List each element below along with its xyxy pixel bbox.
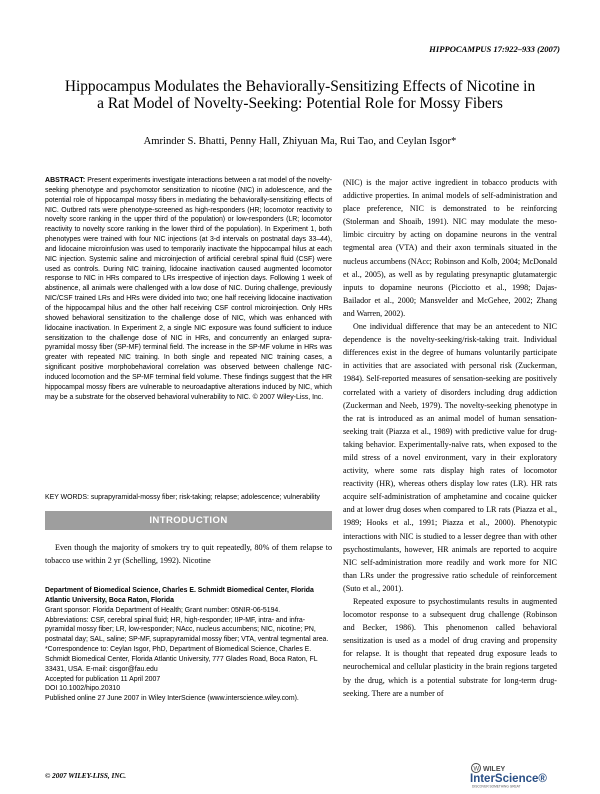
right-column-text	[343, 176, 557, 700]
introduction-opening	[45, 541, 332, 567]
abstract-label: ABSTRACT:	[45, 177, 86, 184]
keywords	[45, 493, 332, 503]
author-list: Amrinder S. Bhatti, Penny Hall, Zhiyuan Ma, Rui Tao, and Ceylan Isgor*	[143, 136, 457, 147]
paragraph-1: (NIC) is the major active ingredient in tobacco products with addictive properties. In animal models of self-administration and place preference, NIC is demonstrated to be reinforcing (Stolerman and Shoaib, 1991). NIC may modulate the meso-limbic circuitry by acting on dopamine neurons in the ventral tegmental area (VTA) and their axon terminals situated in the nucleus accumbens (NAcc; Robinson and Kolb, 2004; McDonald et al., 2005), as well as by regulating presynaptic glutamatergic inputs to dopamine neurons (Picciotto et al., 1998; Dajas-Bailador et al., 2000; Mansvelder and McGehee, 2002; Zhang and Warren, 2002).	[343, 178, 557, 318]
paragraph-2: One individual difference that may be an antecedent to NIC dependence is the novelty-seeking/risk-taking trait. Individual differences exist in the degree of humans voluntarily participate in activities that are associated with personal risk (Zuckerman, 1984). Self-reported measures of sensation-seeking are positively correlated with a variety of disorders including drug addiction (Zuckerman and Neeb, 1979). The novelty-seeking phenotype in the rat is introduced as an animal model of human sensation-seeking trait (Piazza et al., 1989) with predictive value for drug-taking behavior. Experimentally-naïve rats, when exposed to the mild stress of a novel environment, vary in their exploratory activity, where some rats display high rates of locomotor reactivity (HR), whereas others display low rates (LR). HR rats acquire self-administration of amphetamine and cocaine quicker and at lower drug doses when compared to LR rats (Piazza et al., 1989; Hooks et al., 1991; Piazza et al., 2000). Phenotypic interactions with NIC is studied to a lesser degree than with other psychostimulants, however, HR animals are reported to acquire NIC self-administration more readily and work more for NIC than LRs under the progressive ratio schedule of reinforcement (Suto et al., 2001).	[343, 322, 557, 593]
wiley-interscience-logo	[466, 760, 560, 788]
logo-publisher: WILEY	[483, 766, 506, 773]
article-title: Hippocampus Modulates the Behaviorally-Sensitizing Effects of Nicotine in a Rat Model of Novelty-Seeking: Potential Role for Mossy Fibers	[64, 78, 536, 112]
accepted-date: Accepted for publication 11 April 2007	[45, 675, 161, 683]
abstract-copyright: © 2007 Wiley-Liss, Inc.	[252, 393, 324, 401]
footer-copyright: © 2007 WILEY-LISS, INC.	[45, 772, 127, 780]
introduction-text: Even though the majority of smokers try to quit repeatedly, 80% of them relapse to tobacco use within 2 yr (Schelling, 1992). Nicotine	[45, 543, 332, 566]
logo-tagline: DISCOVER SOMETHING GREAT	[472, 784, 521, 788]
keywords-text: suprapyramidal-mossy fiber; risk-taking; relapse; adolescence; vulnerability	[90, 494, 320, 501]
affiliation: Department of Biomedical Science, Charles E. Schmidt Biomedical Center, Florida Atlantic University, Boca Raton, Florida	[45, 587, 314, 604]
footnotes	[45, 586, 332, 704]
keywords-label: KEY WORDS:	[45, 494, 89, 501]
doi: DOI 10.1002/hipo.20310	[45, 685, 121, 693]
published-online: Published online 27 June 2007 in Wiley InterScience (www.interscience.wiley.com).	[45, 695, 299, 703]
abstract	[45, 176, 332, 402]
abstract-text: Present experiments investigate interactions between a rat model of the novelty-seeking phenotype and psychomotor sensitization to nicotine (NIC) in adolescence, and the potential role of hippocampal mossy fibers in mediating the behaviorally-sensitizing effects of NIC. Outbred rats were phenotype-screened as high-responders (HR; locomotor reactivity to novelty score ranking in the upper third of the population) or low-responders (LR; locomotor reactivity to novelty score ranking in the lower third of the population). In Experiment 1, both phenotypes were trained with four NIC injections (at 3-d intervals on postnatal days 33–44), and lidocaine microinfusion was used to temporarily inactivate the hippocampal hilus at each NIC injection. Systemic saline and microinjection of artificial cerebral spinal fluid (CSF) were used as controls. During NIC training, lidocaine inactivation caused augmented locomotor response to NIC in HRs compared to LRs irrespective of injection days. Following 1 week of abstinence, all animals were challenged with a low dose of NIC. During challenge, previously NIC/CSF trained LRs and HRs were divided into two; one half receiving lidocaine inactivation of the hippocampal hilus and the other half receiving CSF control microinjection. Only HRs showed behavioral sensitization to the challenge dose of NIC, which was enhanced with lidocaine inactivation. In Experiment 2, a single NIC exposure was found sufficient to induce sensitization to the challenge dose of NIC in HRs, and concurrently an enlarged supra-pyramidal mossy fiber (SP-MF) terminal field. The increase in the SP-MF volume in HRs was greater with repeated NIC training. In both single and repeated NIC training cases, a significant positive morphobehavioral correlation was observed between challenge NIC-induced locomotion and the SP-MF terminal field volume. These findings suggest that the HR hippocampal mossy fibers are vulnerable to neuroadaptive alterations induced by NIC, which may be a substrate for the observed behavioral vulnerability to NIC.	[45, 177, 332, 401]
journal-citation: HIPPOCAMPUS 17:922–933 (2007)	[429, 44, 560, 54]
grant-sponsor: Grant sponsor: Florida Department of Health; Grant number: 05NIR-06-5194.	[45, 606, 281, 614]
correspondence: *Correspondence to: Ceylan Isgor, PhD, Department of Biomedical Science, Charles E. Schmidt Biomedical Center, Florida Atlantic University, 777 Glades Road, Boca Raton, FL 33431, USA. E-mail: cisgor@fau.edu	[45, 646, 318, 673]
svg-text:W: W	[473, 766, 480, 773]
section-heading-introduction: INTRODUCTION	[45, 511, 332, 530]
logo-brand: InterScience®	[470, 773, 547, 785]
abbreviations: Abbreviations: CSF, cerebral spinal fluid; HR, high-responder; IIP-MF, intra- and infra-pyramidal mossy fiber; LR, low-responder; NAcc, nucleus accumbens; NIC, nicotine; PN, postnatal day; SAL, saline; SP-MF, suprapyramidal mossy fiber; VTA, ventral tegmental area.	[45, 616, 329, 644]
paragraph-3: Repeated exposure to psychostimulants results in augmented locomotor response to a subsequent drug challenge (Robinson and Becker, 1986). This phenomenon called behavioral sensitization is used as a model of drug craving and propensity for relapse. It is thought that repeated drug exposure leads to neurochemical and cellular plasticity in the brain regions targeted by the drug, which is a potential substrate for long-term drug-seeking. There are a number of	[343, 597, 557, 698]
